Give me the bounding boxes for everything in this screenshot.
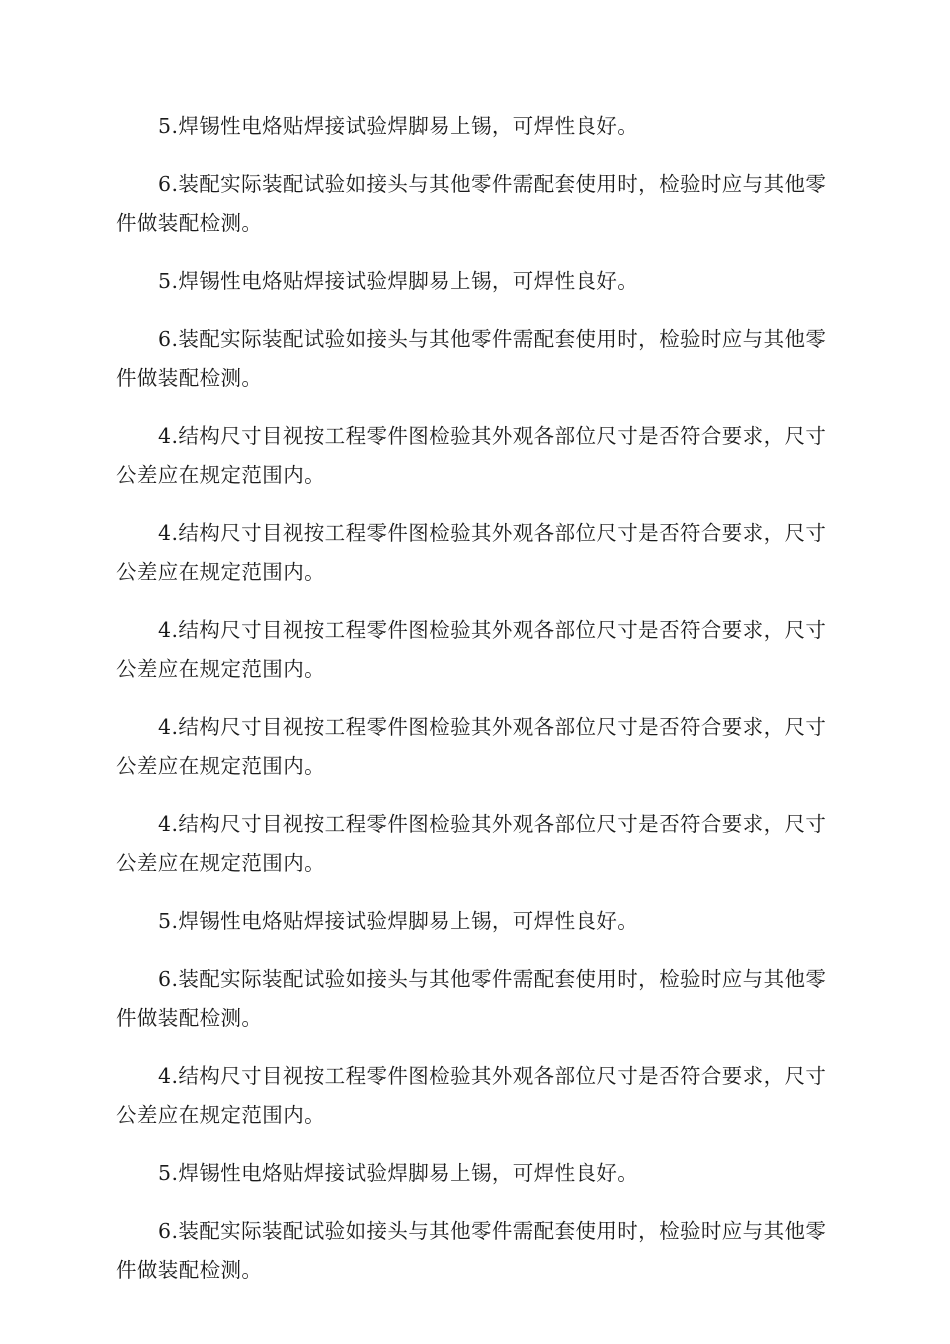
paragraph: 4.结构尺寸目视按工程零件图检验其外观各部位尺寸是否符合要求，尺寸公差应在规定范围内。: [116, 1064, 827, 1127]
paragraph: 6.装配实际装配试验如接头与其他零件需配套使用时，检验时应与其他零件做装配检测。: [116, 172, 827, 235]
paragraph: 4.结构尺寸目视按工程零件图检验其外观各部位尺寸是否符合要求，尺寸公差应在规定范围内。: [116, 715, 827, 778]
paragraph: 4.结构尺寸目视按工程零件图检验其外观各部位尺寸是否符合要求，尺寸公差应在规定范围内。: [116, 812, 827, 875]
paragraph: 5.焊锡性电烙贴焊接试验焊脚易上锡，可焊性良好。: [158, 909, 639, 933]
paragraph: 5.焊锡性电烙贴焊接试验焊脚易上锡，可焊性良好。: [158, 114, 639, 138]
paragraph: 5.焊锡性电烙贴焊接试验焊脚易上锡，可焊性良好。: [158, 269, 639, 293]
paragraph: 6.装配实际装配试验如接头与其他零件需配套使用时，检验时应与其他零件做装配检测。: [116, 967, 827, 1030]
paragraph: 6.装配实际装配试验如接头与其他零件需配套使用时，检验时应与其他零件做装配检测。: [116, 327, 827, 390]
paragraph: 5.焊锡性电烙贴焊接试验焊脚易上锡，可焊性良好。: [158, 1161, 639, 1185]
document-body: [116, 107, 836, 1309]
paragraph: 4.结构尺寸目视按工程零件图检验其外观各部位尺寸是否符合要求，尺寸公差应在规定范围内。: [116, 521, 827, 584]
paragraph: 4.结构尺寸目视按工程零件图检验其外观各部位尺寸是否符合要求，尺寸公差应在规定范围内。: [116, 424, 827, 487]
paragraph: 4.结构尺寸目视按工程零件图检验其外观各部位尺寸是否符合要求，尺寸公差应在规定范围内。: [116, 618, 827, 681]
paragraph: 6.装配实际装配试验如接头与其他零件需配套使用时，检验时应与其他零件做装配检测。: [116, 1219, 827, 1282]
